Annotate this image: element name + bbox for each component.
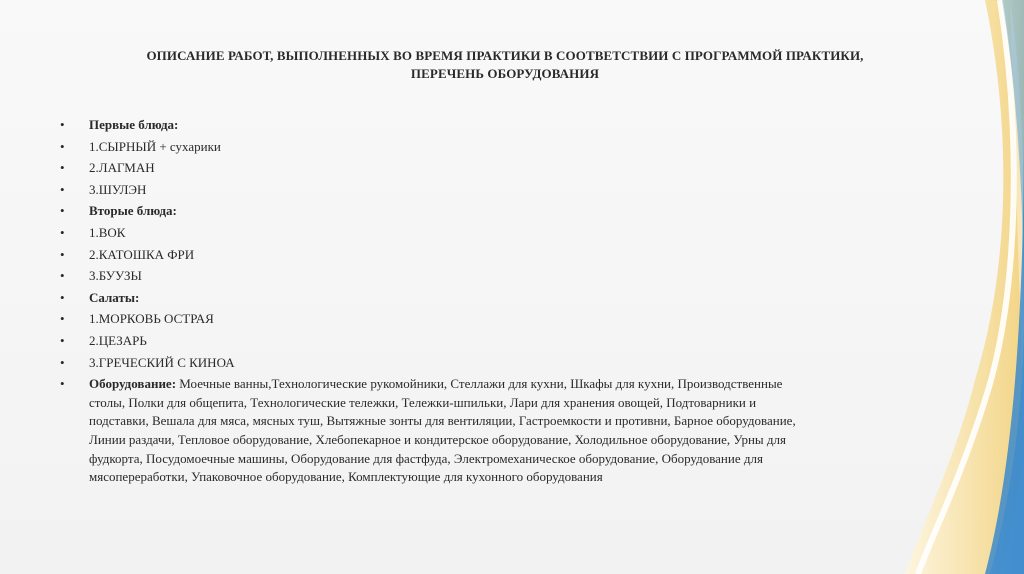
bullet-icon: • [60,138,65,154]
list-item [60,352,910,374]
list-item [60,244,910,266]
list-item [60,308,910,330]
list-item [60,265,910,287]
equipment-text-line-3: подставки, Вешала для мяса, мясных туш, Вытяжные зонты для вентиляции, Гастроемкости и противни, Барное оборудование, [89,413,796,429]
bullet-icon: • [60,160,65,176]
bullet-icon: • [60,246,65,262]
list-item [60,200,910,222]
bullet-icon: • [60,203,65,219]
bullet-icon: • [60,117,65,132]
slide-title [60,47,950,83]
bullet-icon: • [60,268,65,284]
equipment-list-item [60,375,910,487]
bullet-icon: • [60,332,65,348]
list-item-text: 1.МОРКОВЬ ОСТРАЯ [89,311,214,327]
list-item [60,222,910,244]
list-item-text: 3.ШУЛЭН [89,181,147,197]
bullet-icon: • [60,311,65,327]
section-heading-salads: Салаты: [89,289,140,305]
list-item-text: 3.ГРЕЧЕСКИЙ С КИНОА [89,354,235,370]
equipment-text-line-1: Моечные ванны,Технологические рукомойники, Стеллажи для кухни, Шкафы для кухни, Производственные [176,376,783,392]
equipment-label: Оборудование: [89,376,177,392]
list-item-text: 2.ЛАГМАН [89,160,155,176]
bullet-icon: • [60,354,65,370]
equipment-text-line-2: столы, Полки для общепита, Технологические тележки, Тележки-шпильки, Лари для хранения овощей, Подтоварники и [89,394,757,410]
equipment-text-line-6: мясопереработки, Упаковочное оборудование, Комплектующие для кухонного оборудования [89,469,603,485]
equipment-paragraph [89,375,910,487]
bullet-icon: • [60,224,65,240]
list-item-text: 2.КАТОШКА ФРИ [89,246,195,262]
list-item-text: 3.БУУЗЫ [89,268,142,284]
slide-title-line-1: ОПИСАНИЕ РАБОТ, ВЫПОЛНЕННЫХ ВО ВРЕМЯ ПРАКТИКИ В СООТВЕТСТВИИ С ПРОГРАММОЙ ПРАКТИКИ, [146,48,864,63]
list-item-text: 2.ЦЕЗАРЬ [89,332,147,348]
list-item-text: 1.СЫРНЫЙ + сухарики [89,138,221,154]
list-item [60,157,910,179]
content-bullet-list [60,114,910,487]
bullet-icon: • [60,376,65,392]
section-heading-first-courses: Первые блюда: [89,117,179,132]
list-item [60,330,910,352]
equipment-text-line-5: фудкорта, Посудомоечные машины, Оборудование для фастфуда, Электромеханическое оборудование, Оборудование для [89,450,763,466]
equipment-text-line-4: Линии раздачи, Тепловое оборудование, Хлебопекарное и кондитерское оборудование, Холодильное оборудование, Урны для [89,431,786,447]
list-item [60,287,910,309]
list-item-text: 1.ВОК [89,224,126,240]
slide-title-line-2: ПЕРЕЧЕНЬ ОБОРУДОВАНИЯ [410,66,600,81]
section-heading-second-courses: Вторые блюда: [89,203,177,219]
list-item [60,179,910,201]
list-item [60,136,910,158]
bullet-icon: • [60,181,65,197]
list-item [60,114,910,136]
bullet-icon: • [60,289,65,305]
